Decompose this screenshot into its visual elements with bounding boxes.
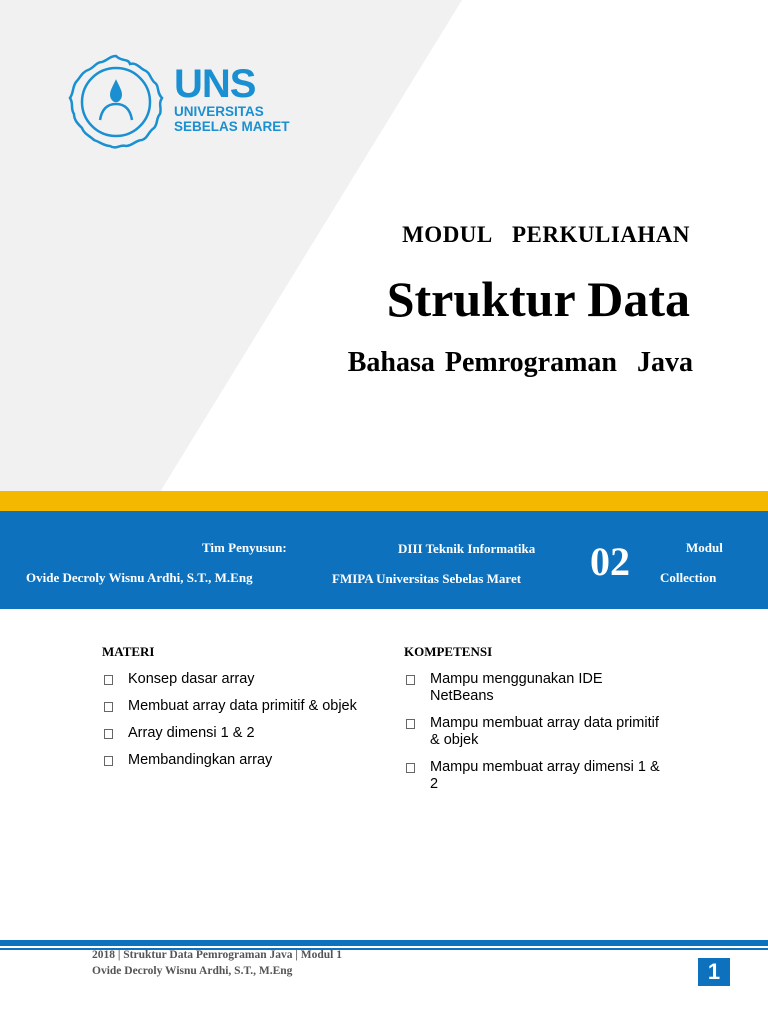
checkbox-bullet-icon (406, 675, 415, 685)
faculty-name: FMIPA Universitas Sebelas Maret (332, 571, 522, 586)
materi-list (102, 671, 362, 779)
logo-line-sebelas-maret: SEBELAS MARET (174, 119, 290, 134)
footer-course-line: 2018 | Struktur Data Pemrograman Java | Modul 1 (92, 949, 342, 961)
list-item: Membuat array data primitif & objek (102, 698, 362, 715)
module-number: 02 (590, 539, 630, 584)
page-number-badge: 1 (698, 958, 730, 986)
module-name: Collection (660, 570, 717, 585)
materi-heading: MATERI (102, 644, 155, 659)
tim-penyusun-label: Tim Penyusun: (202, 540, 287, 555)
list-item: Konsep dasar array (102, 671, 362, 688)
modul-perkuliahan-label: MODUL PERKULIAHAN (402, 222, 690, 247)
modul-label: Modul (686, 540, 723, 555)
checkbox-bullet-icon (104, 702, 113, 712)
list-item: Mampu membuat array data primitif & objek (404, 715, 664, 749)
page-subtitle: Bahasa Pemrograman Java (347, 347, 693, 378)
checkbox-bullet-icon (104, 729, 113, 739)
program-name: DIII Teknik Informatika (398, 541, 536, 556)
checkbox-bullet-icon (406, 719, 415, 729)
yellow-band (0, 491, 768, 511)
checkbox-bullet-icon (104, 675, 113, 685)
uns-seal-logo-icon (66, 52, 166, 152)
author-name: Ovide Decroly Wisnu Ardhi, S.T., M.Eng (26, 570, 253, 585)
kompetensi-list (404, 671, 664, 803)
logo-line-universitas: UNIVERSITAS (174, 104, 264, 119)
list-item: Membandingkan array (102, 752, 362, 769)
footer-rule-thick (0, 940, 768, 946)
logo-uns-text: UNS (174, 62, 256, 106)
list-item: Mampu menggunakan IDE NetBeans (404, 671, 664, 705)
list-item: Array dimensi 1 & 2 (102, 725, 362, 742)
footer-author-line: Ovide Decroly Wisnu Ardhi, S.T., M.Eng (92, 965, 293, 977)
checkbox-bullet-icon (406, 763, 415, 773)
page-title: Struktur Data (386, 271, 690, 327)
list-item: Mampu membuat array dimensi 1 & 2 (404, 759, 664, 793)
checkbox-bullet-icon (104, 756, 113, 766)
blue-info-band (0, 511, 768, 609)
university-name-block (174, 64, 290, 134)
kompetensi-heading: KOMPETENSI (404, 644, 493, 659)
